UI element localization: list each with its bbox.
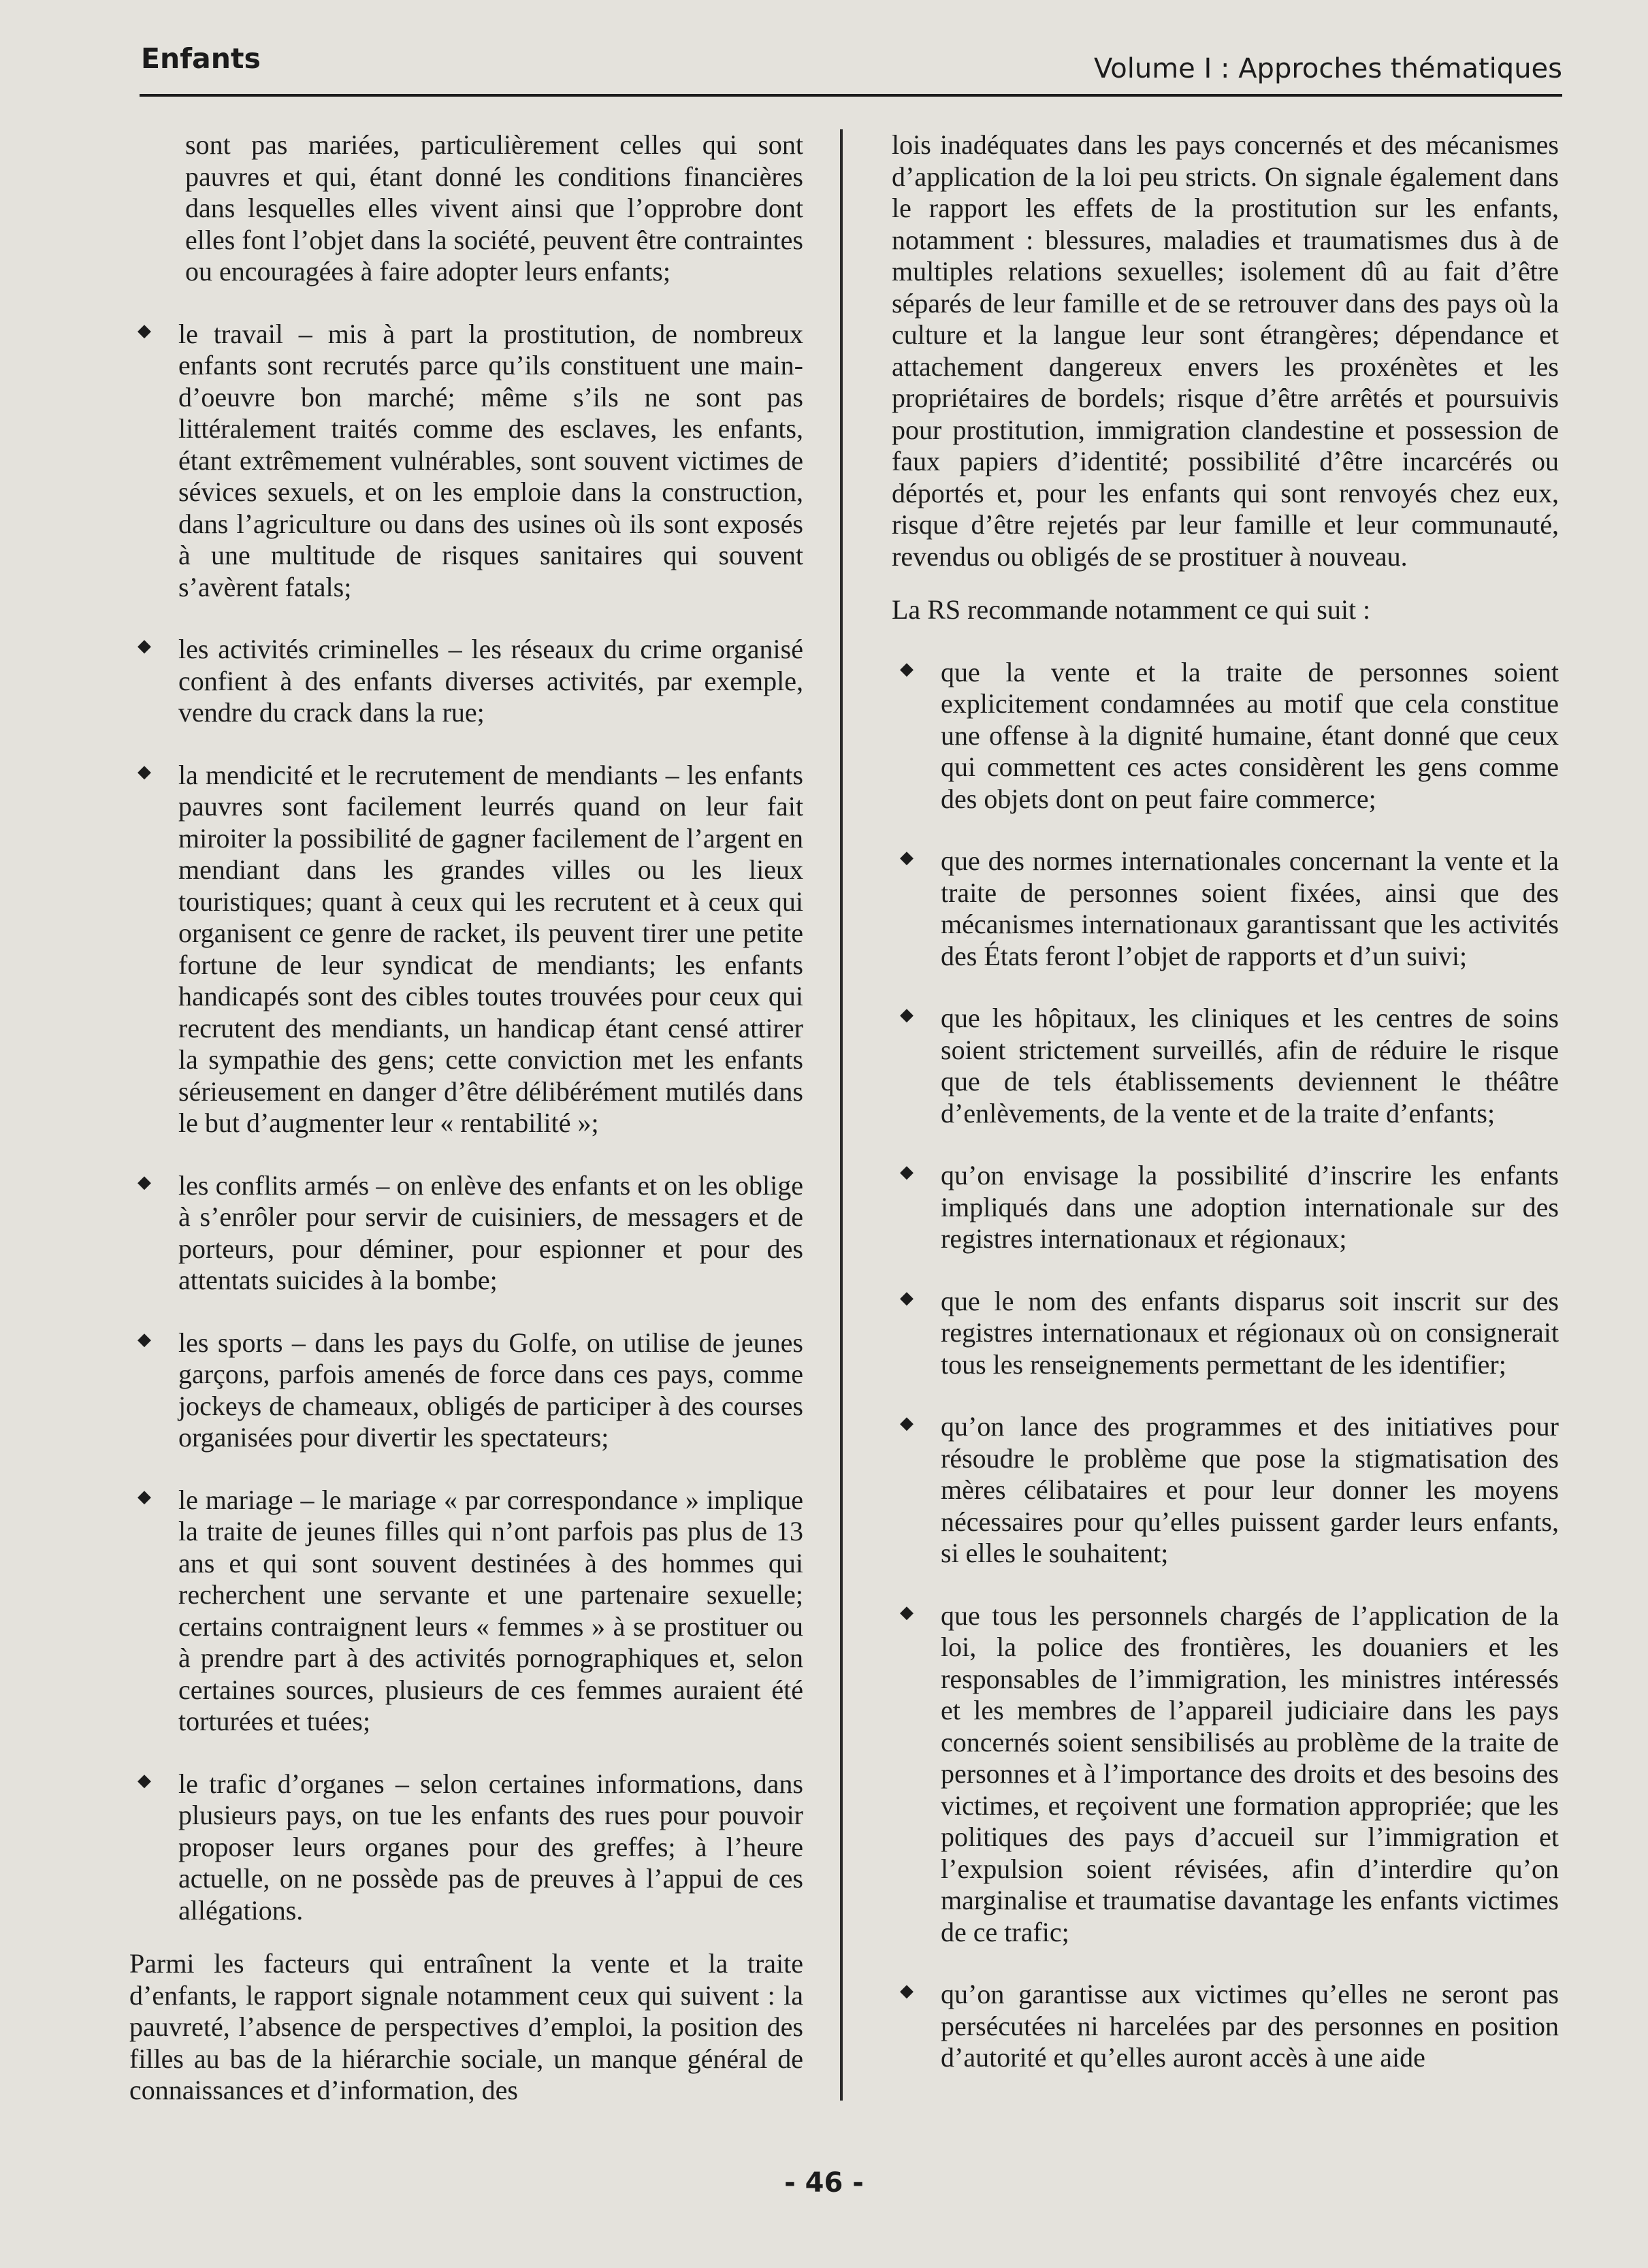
diamond-bullet-icon: ◆ [900, 1981, 914, 2001]
list-item [892, 1003, 1559, 1129]
list-item-text: la mendicité et le recrutement de mendiants – les enfants pauvres sont facilement leurrés quand on leur fait miroiter la possibilité de gagner facilement de l’argent en mendiant dans les grandes villes ou les lieux touristiques; quant à ceux qui les recrutent et à ceux qui organisent ce genre de racket, ils peuvent tirer une petite fortune de leur syndicat de mendiants; les enfants handicapés sont des cibles toutes trouvées pour ceux qui recrutent des mendiants, un handicap étant censé attirer la sympathie des gens; cette conviction met les enfants sérieusement en danger d’être délibérément mutilés dans le but d’augmenter leur « rentabilité »; [178, 759, 803, 1138]
list-item-text: le trafic d’organes – selon certaines informations, dans plusieurs pays, on tue les enfants des rues pour pouvoir proposer leurs organes pour des greffes; à l’heure actuelle, on ne possède pas de preuves à l’appui de ces allégations. [178, 1768, 803, 1926]
page-number: - 46 - [784, 2167, 864, 2199]
list-item [892, 657, 1559, 815]
diamond-bullet-icon: ◆ [138, 761, 151, 782]
diamond-bullet-icon: ◆ [900, 1602, 914, 1623]
list-item-text: que les hôpitaux, les cliniques et les centres de soins soient strictement surveillés, afin de réduire le risque que de tels établissements deviennent le théâtre d’enlèvements, de la vente et de la traite d’enfants; [941, 1003, 1559, 1129]
diamond-bullet-icon: ◆ [138, 1486, 151, 1507]
list-item-text: le mariage – le mariage « par correspondance » implique la traite de jeunes filles qui n’ont parfois pas plus de 13 ans et qui sont souvent destinées à des hommes qui recherchent une servante et une partenaire sexuelle; certains contraignent leurs « femmes » à se prostituer ou à prendre part à des activités pornographiques et, selon certaines sources, plusieurs de ces femmes auraient été torturées et tuées; [178, 1484, 803, 1736]
diamond-bullet-icon: ◆ [900, 1413, 914, 1433]
list-item [892, 1979, 1559, 2074]
list-item [129, 1170, 803, 1297]
list-item [129, 1485, 803, 1738]
list-item [129, 760, 803, 1139]
diamond-bullet-icon: ◆ [900, 1005, 914, 1025]
list-item [892, 1600, 1559, 1949]
list-item-text: qu’on garantisse aux victimes qu’elles ne seront pas persécutées ni harcelées par des personnes en position d’autorité et qu’elles auront accès à une aide [941, 1979, 1559, 2073]
list-item-text: que la vente et la traite de personnes soient explicitement condamnées au motif que cela constitue une offense à la dignité humaine, étant donné que ceux qui commettent ces actes considèrent les gens comme des objets dont on peut faire commerce; [941, 656, 1559, 814]
column-divider [840, 129, 843, 2101]
list-item-text: qu’on envisage la possibilité d’inscrire les enfants impliqués dans une adoption internationale sur des registres internationaux et régionaux; [941, 1160, 1559, 1254]
list-item [892, 1286, 1559, 1381]
list-item [892, 1160, 1559, 1255]
diamond-bullet-icon: ◆ [900, 847, 914, 868]
list-item [129, 319, 803, 604]
diamond-bullet-icon: ◆ [138, 1329, 151, 1350]
body-paragraph: Parmi les facteurs qui entraînent la vente et la traite d’enfants, le rapport signale notamment ceux qui suivent : la pauvreté, l’absence de perspectives d’emploi, la position des filles au bas de la hiérarchie sociale, un manque général de connaissances et d’information, des [129, 1948, 803, 2105]
list-item-text: les conflits armés – on enlève des enfants et on les oblige à s’enrôler pour servir de cuisiniers, de messagers et de porteurs, pour déminer, pour espionner et pour des attentats suicides à la bombe; [178, 1169, 803, 1295]
list-item [129, 1768, 803, 1927]
list-item-text: que tous les personnels chargés de l’application de la loi, la police des frontières, les douaniers et les responsables de l’immigration, les ministres intéressés et les membres de l’appareil judiciaire dans les pays concernés soient sensibilisés au problème de la traite de personnes et à l’importance des droits et des besoins des victimes, et reçoivent une formation appropriée; que les politiques des pays d’accueil sur l’immigration et l’expulsion soient révisées, afin d’interdire qu’on marginalise et traumatise davantage les enfants victimes de ce trafic; [941, 1600, 1559, 1947]
list-item-text: que le nom des enfants disparus soit inscrit sur des registres internationaux et régionaux où on consignerait tous les renseignements permettant de les identifier; [941, 1285, 1559, 1380]
left-column [129, 129, 803, 2107]
running-title: Enfants [141, 42, 261, 75]
list-item [129, 634, 803, 729]
diamond-bullet-icon: ◆ [900, 658, 914, 679]
list-item [892, 1411, 1559, 1570]
volume-title: Volume I : Approches thématiques [1094, 53, 1562, 84]
list-item-text: les sports – dans les pays du Golfe, on utilise de jeunes garçons, parfois amenés de force dans ces pays, comme jockeys de chameaux, obligés de participer à des courses organisées pour divertir les spectateurs; [178, 1327, 803, 1453]
page-header [140, 39, 1562, 97]
right-column [892, 129, 1559, 2074]
list-item-text: le travail – mis à part la prostitution, de nombreux enfants sont recrutés parce qu’ils constituent une main-d’oeuvre bon marché; même s’ils ne sont pas littéralement traités comme des esclaves, les enfants, étant extrêmement vulnérables, sont souvent victimes de sévices sexuels, et on les emploie dans la construction, dans l’agriculture ou dans des usines où ils sont exposés à une multitude de risques sanitaires qui souvent s’avèrent fatals; [178, 318, 803, 602]
diamond-bullet-icon: ◆ [138, 1171, 151, 1193]
list-item [892, 845, 1559, 972]
list-item-text: les activités criminelles – les réseaux du crime organisé confient à des enfants diverses activités, par exemple, vendre du crack dans la rue; [178, 634, 803, 728]
continuation-paragraph: lois inadéquates dans les pays concernés et des mécanismes d’application de la loi peu stricts. On signale également dans le rapport les effets de la prostitution sur les enfants, notamment : blessures, maladies et traumatismes dus à de multiples relations sexuelles; isolement dû au fait d’être séparés de leur famille et de se retrouver dans des pays où la culture et la langue leur sont étrangères; dépendance et attachement dangereux envers les proxénètes et les propriétaires de bordels; risque d’être arrêtés et poursuivis pour prostitution, immigration clandestine et possession de faux papiers d’identité; possibilité d’être incarcérés ou déportés et, pour les enfants qui sont renvoyés chez eux, risque d’être rejetés par leur famille et leur communauté, revendus ou obligés de se prostituer à nouveau. [892, 129, 1559, 572]
diamond-bullet-icon: ◆ [138, 636, 151, 656]
list-item [129, 1327, 803, 1454]
diamond-bullet-icon: ◆ [138, 320, 151, 341]
continuation-paragraph: sont pas mariées, particulièrement celles qui sont pauvres et qui, étant donné les conditions financières dans lesquelles elles vivent ainsi que l’opprobre dont elles font l’objet dans la société, peuvent être contraintes ou encouragées à faire adopter leurs enfants; [185, 129, 803, 287]
recommendations-intro: La RS recommande notamment ce qui suit : [892, 594, 1371, 625]
list-item-text: que des normes internationales concernant la vente et la traite de personnes soient fixées, ainsi que des mécanismes internationaux garantissant que les activités des États feront l’objet de rapports et d’un suivi; [941, 845, 1559, 971]
list-item-text: qu’on lance des programmes et des initiatives pour résoudre le problème que pose la stigmatisation des mères célibataires et pour leur donner les moyens nécessaires pour qu’elles puissent garder leurs enfants, si elles le souhaitent; [941, 1411, 1559, 1568]
diamond-bullet-icon: ◆ [900, 1287, 914, 1308]
diamond-bullet-icon: ◆ [138, 1770, 151, 1791]
diamond-bullet-icon: ◆ [900, 1162, 914, 1182]
